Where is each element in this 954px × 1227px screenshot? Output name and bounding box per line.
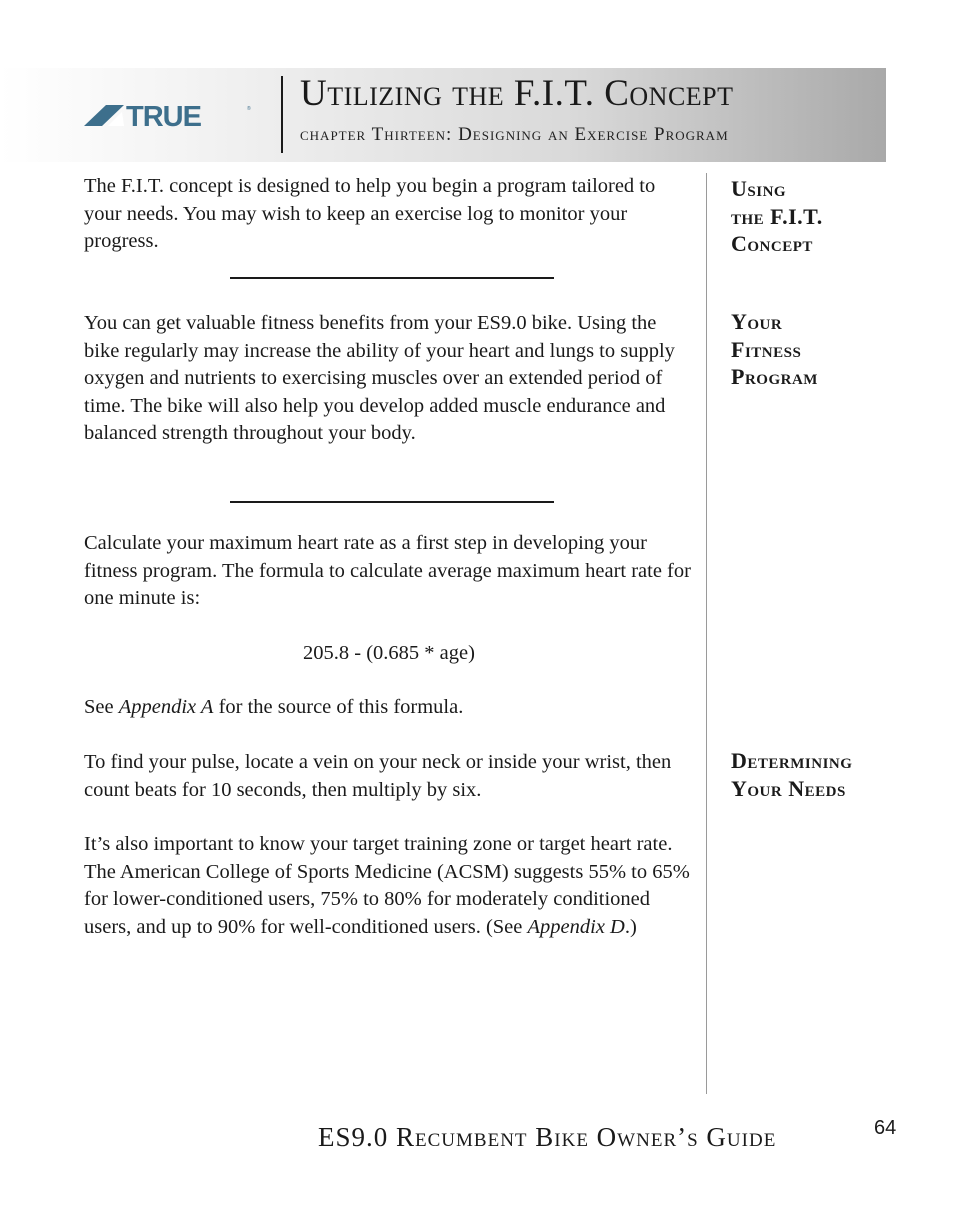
appendix-a-note: See Appendix A for the source of this formula. (84, 696, 464, 718)
column-divider (706, 173, 707, 1094)
footer-guide-title: ES9.0 Recumbent Bike Owner’s Guide (318, 1122, 777, 1152)
appendix-d-reference: Appendix D (527, 915, 625, 938)
fitness-paragraph: You can get valuable fitness benefits from your ES9.0 bike. Using the bike regularly may increase the ability of your heart and lungs to supply oxygen and nutrients to exercising muscles over an extended period of time. The bike will also help you develop added muscle endurance and balanced strength throughout your body. (84, 312, 675, 444)
section-divider (230, 501, 554, 503)
pulse-paragraph: To find your pulse, locate a vein on your neck or inside your wrist, then count beats for 10 seconds, then multiply by six. (84, 751, 672, 801)
logo-mountain-icon (84, 105, 124, 126)
logo-text: TRUE (126, 102, 201, 128)
header-divider (281, 76, 283, 153)
sidebar-heading-fitness-program: Your Fitness Program (731, 309, 818, 389)
sidebar-heading-fit-concept: Using the F.I.T. Concept (731, 176, 823, 256)
appendix-a-reference: Appendix A (118, 696, 214, 718)
sidebar-heading-determining-needs: Determining Your Needs (731, 748, 853, 801)
true-logo (84, 102, 256, 128)
target-zone-paragraph: It’s also important to know your target training zone or target heart rate. The American College of Sports Medicine (ACSM) suggests 55% to 65% for lower-conditioned users, 75% to 80% for moderately conditioned users, and up to 90% for well-conditioned users. (See Appendix D.) (84, 833, 690, 938)
chapter-subtitle: chapter Thirteen: Designing an Exercise Program (300, 124, 729, 145)
heart-rate-paragraph: Calculate your maximum heart rate as a first step in developing your fitness program. The formula to calculate average maximum heart rate for one minute is: (84, 532, 691, 609)
page-number: 64 (874, 1117, 897, 1139)
page-title: Utilizing the F.I.T. Concept (300, 73, 734, 114)
intro-paragraph: The F.I.T. concept is designed to help you begin a program tailored to your needs. You may wish to keep an exercise log to monitor your progress. (84, 175, 656, 252)
svg-text:®: ® (247, 106, 251, 112)
section-divider (230, 277, 554, 279)
heart-rate-formula: 205.8 - (0.685 * age) (303, 642, 475, 664)
